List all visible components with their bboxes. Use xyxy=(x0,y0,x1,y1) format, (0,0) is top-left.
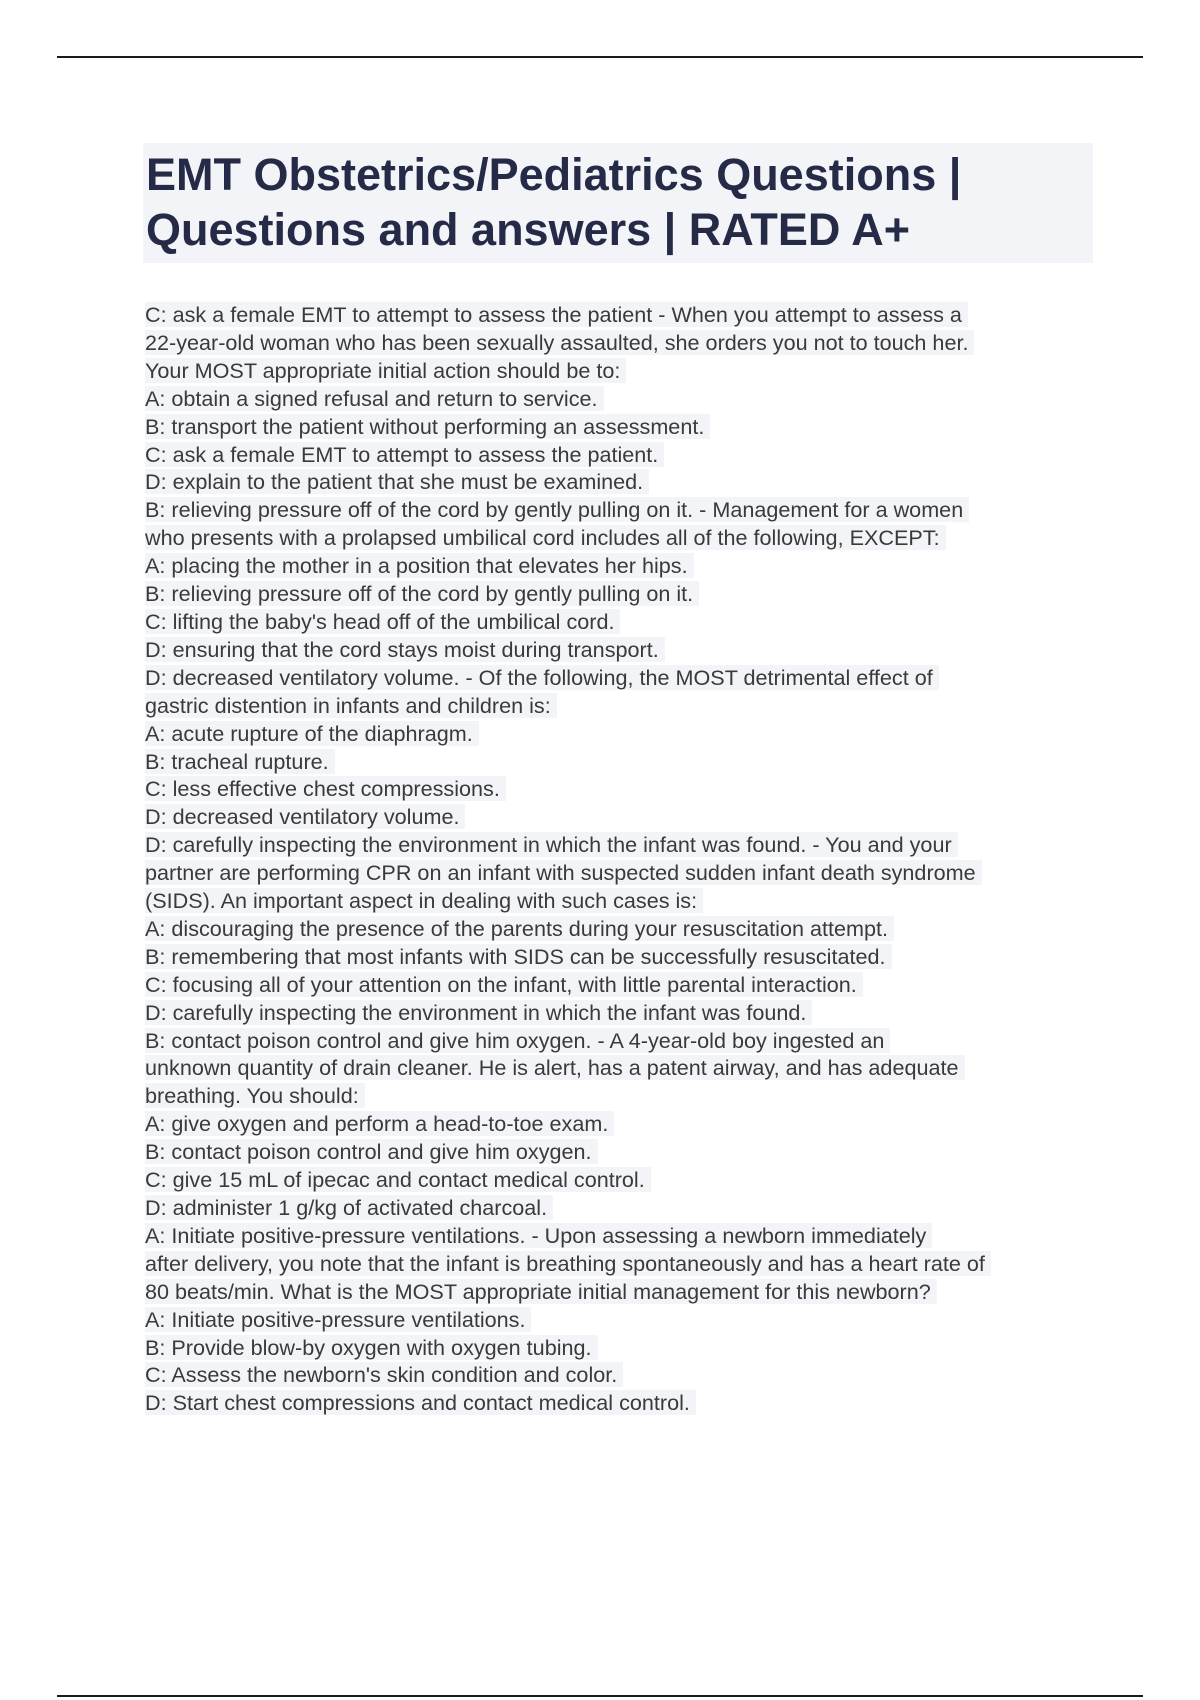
text-line-content: C: give 15 mL of ipecac and contact medical control. xyxy=(145,1167,651,1192)
text-line-content: D: Start chest compressions and contact medical control. xyxy=(145,1390,696,1415)
top-divider xyxy=(57,56,1143,58)
text-line xyxy=(145,1250,1145,1278)
text-line-content: unknown quantity of drain cleaner. He is alert, has a patent airway, and has adequate xyxy=(145,1055,965,1080)
text-line xyxy=(145,831,1145,859)
text-line-content: B: Provide blow-by oxygen with oxygen tubing. xyxy=(145,1335,598,1360)
text-line xyxy=(145,1054,1145,1082)
text-line-content: B: transport the patient without performing an assessment. xyxy=(145,414,710,439)
text-line xyxy=(145,1334,1145,1362)
text-line xyxy=(145,1278,1145,1306)
text-line-content: after delivery, you note that the infant is breathing spontaneously and has a heart rate of xyxy=(145,1251,991,1276)
text-line-content: (SIDS). An important aspect in dealing with such cases is: xyxy=(145,888,703,913)
title-line-1: EMT Obstetrics/Pediatrics Questions | xyxy=(146,149,962,200)
text-line xyxy=(145,496,1145,524)
text-line xyxy=(145,413,1145,441)
text-line-content: C: focusing all of your attention on the infant, with little parental interaction. xyxy=(145,972,863,997)
text-line-content: C: less effective chest compressions. xyxy=(145,776,506,801)
text-line xyxy=(145,1110,1145,1138)
page-title xyxy=(143,143,1093,263)
text-line xyxy=(145,1027,1145,1055)
text-line xyxy=(145,664,1145,692)
text-line-content: A: Initiate positive-pressure ventilations. - Upon assessing a newborn immediately xyxy=(145,1223,932,1248)
text-line-content: D: carefully inspecting the environment in which the infant was found. xyxy=(145,1000,812,1025)
text-line-content: partner are performing CPR on an infant with suspected sudden infant death syndrome xyxy=(145,860,982,885)
text-line xyxy=(145,999,1145,1027)
text-line-content: D: explain to the patient that she must be examined. xyxy=(145,469,649,494)
text-line-content: B: remembering that most infants with SIDS can be successfully resuscitated. xyxy=(145,944,892,969)
text-line-content: B: relieving pressure off of the cord by gently pulling on it. xyxy=(145,581,699,606)
bottom-divider xyxy=(57,1695,1143,1697)
text-line xyxy=(145,636,1145,664)
text-line-content: C: lifting the baby's head off of the umbilical cord. xyxy=(145,609,620,634)
text-line xyxy=(145,1194,1145,1222)
text-line-content: D: carefully inspecting the environment in which the infant was found. - You and your xyxy=(145,832,958,857)
text-line-content: B: tracheal rupture. xyxy=(145,749,335,774)
text-line xyxy=(145,1082,1145,1110)
text-line-content: C: ask a female EMT to attempt to assess the patient - When you attempt to assess a xyxy=(145,302,968,327)
text-line xyxy=(145,803,1145,831)
text-line xyxy=(145,1389,1145,1417)
text-line-content: B: contact poison control and give him oxygen. xyxy=(145,1139,598,1164)
text-line-content: breathing. You should: xyxy=(145,1083,365,1108)
text-line xyxy=(145,1306,1145,1334)
text-line-content: A: give oxygen and perform a head-to-toe exam. xyxy=(145,1111,614,1136)
text-line-content: 22-year-old woman who has been sexually assaulted, she orders you not to touch her. xyxy=(145,330,974,355)
text-line-content: A: discouraging the presence of the parents during your resuscitation attempt. xyxy=(145,916,894,941)
text-line xyxy=(145,775,1145,803)
qa-content xyxy=(145,301,1145,1417)
text-line-content: D: decreased ventilatory volume. - Of the following, the MOST detrimental effect of xyxy=(145,665,939,690)
text-line-content: 80 beats/min. What is the MOST appropriate initial management for this newborn? xyxy=(145,1279,937,1304)
text-line-content: A: placing the mother in a position that elevates her hips. xyxy=(145,553,694,578)
text-line xyxy=(145,915,1145,943)
text-line xyxy=(145,468,1145,496)
text-line xyxy=(145,859,1145,887)
text-line-content: B: relieving pressure off of the cord by gently pulling on it. - Management for a women xyxy=(145,497,969,522)
text-line-content: A: acute rupture of the diaphragm. xyxy=(145,721,479,746)
text-line xyxy=(145,1222,1145,1250)
text-line-content: A: Initiate positive-pressure ventilations. xyxy=(145,1307,531,1332)
text-line xyxy=(145,441,1145,469)
text-line-content: who presents with a prolapsed umbilical cord includes all of the following, EXCEPT: xyxy=(145,525,946,550)
text-line-content: D: ensuring that the cord stays moist during transport. xyxy=(145,637,665,662)
text-line xyxy=(145,357,1145,385)
text-line xyxy=(145,385,1145,413)
text-line xyxy=(145,524,1145,552)
text-line-content: Your MOST appropriate initial action should be to: xyxy=(145,358,626,383)
text-line xyxy=(145,692,1145,720)
text-line-content: gastric distention in infants and children is: xyxy=(145,693,557,718)
text-line xyxy=(145,552,1145,580)
text-line xyxy=(145,720,1145,748)
text-line xyxy=(145,943,1145,971)
text-line xyxy=(145,329,1145,357)
text-line xyxy=(145,608,1145,636)
text-line xyxy=(145,1166,1145,1194)
text-line-content: B: contact poison control and give him oxygen. - A 4-year-old boy ingested an xyxy=(145,1028,890,1053)
text-line xyxy=(145,1361,1145,1389)
text-line xyxy=(145,748,1145,776)
title-line-2: Questions and answers | RATED A+ xyxy=(146,204,911,255)
text-line xyxy=(145,580,1145,608)
text-line-content: D: administer 1 g/kg of activated charcoal. xyxy=(145,1195,553,1220)
text-line xyxy=(145,1138,1145,1166)
text-line-content: D: decreased ventilatory volume. xyxy=(145,804,465,829)
text-line-content: A: obtain a signed refusal and return to service. xyxy=(145,386,604,411)
text-line-content: C: Assess the newborn's skin condition and color. xyxy=(145,1362,623,1387)
text-line xyxy=(145,971,1145,999)
text-line-content: C: ask a female EMT to attempt to assess the patient. xyxy=(145,442,664,467)
text-line xyxy=(145,887,1145,915)
text-line xyxy=(145,301,1145,329)
